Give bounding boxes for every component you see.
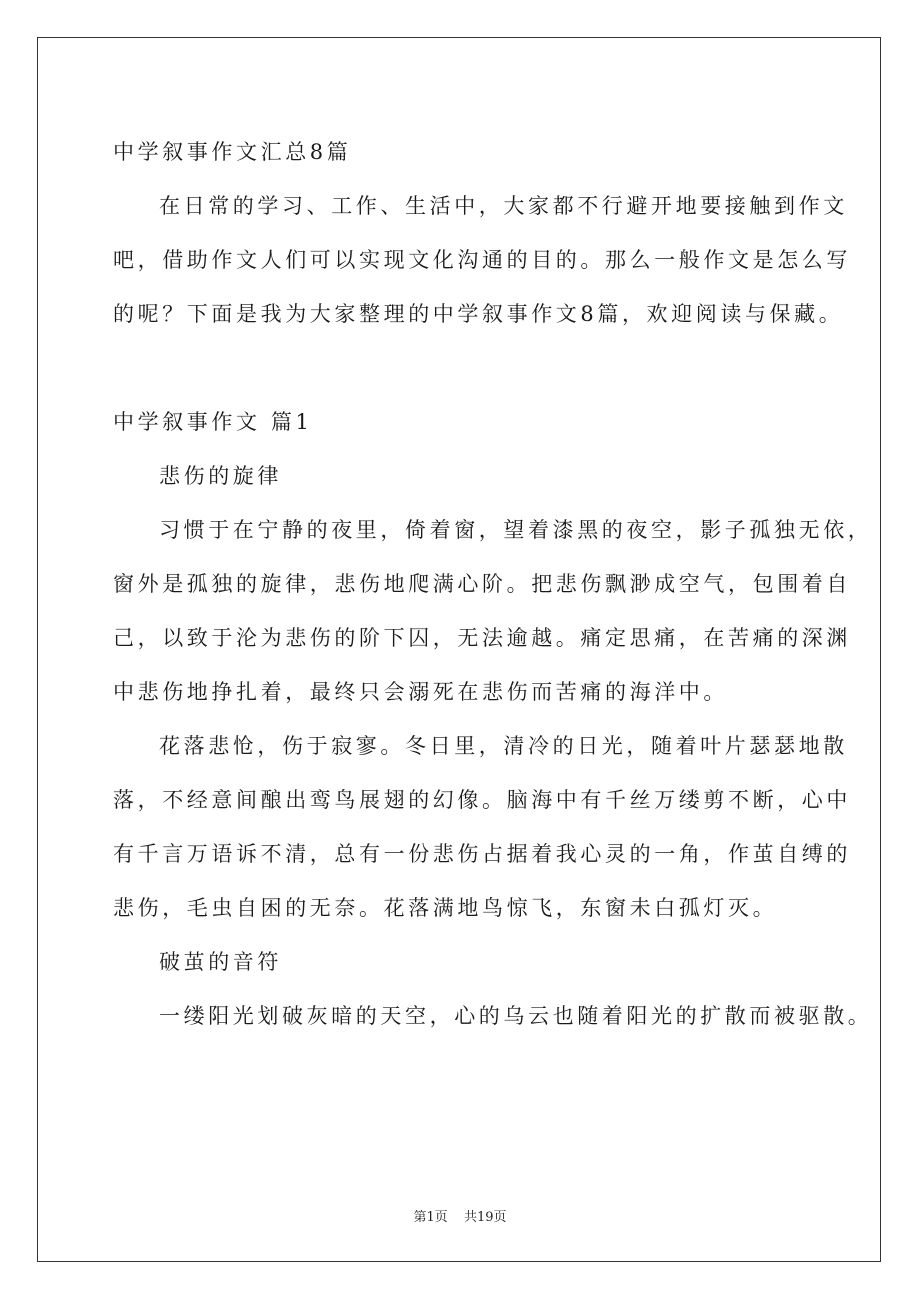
paragraph-line: 落，不经意间酿出鸾鸟展翅的幻像。脑海中有千丝万缕剪不断，心中 [113,788,851,812]
subheading: 破茧的音符 [159,950,282,974]
paragraph-line: 己，以致于沦为悲伤的阶下囚，无法逾越。痛定思痛，在苦痛的深渊 [113,626,851,650]
page-number: 第1页 [413,1210,448,1225]
intro-line: 吧，借助作文人们可以实现文化沟通的目的。那么一般作文是怎么写 [113,248,851,272]
document-title: 中学叙事作文汇总8篇 [113,140,352,164]
paragraph-line: 有千言万语诉不清，总有一份悲伤占据着我心灵的一角，作茧自缚的 [113,842,851,866]
paragraph-line: 一缕阳光划破灰暗的天空，心的乌云也随着阳光的扩散而被驱散。 [159,1004,873,1028]
page-total: 共19页 [463,1210,507,1225]
paragraph-line: 习惯于在宁静的夜里，倚着窗，望着漆黑的夜空，影子孤独无依， [159,518,873,542]
paragraph-line: 花落悲怆，伤于寂寥。冬日里，清冷的日光，随着叶片瑟瑟地散 [159,734,848,758]
paragraph-line: 窗外是孤独的旋律，悲伤地爬满心阶。把悲伤飘渺成空气，包围着自 [113,572,851,596]
intro-line: 在日常的学习、工作、生活中，大家都不行避开地要接触到作文 [159,194,848,218]
section-heading: 中学叙事作文 篇1 [113,410,313,434]
page-footer [0,1206,920,1225]
paragraph-line: 悲伤，毛虫自困的无奈。花落满地鸟惊飞，东窗未白孤灯灭。 [113,896,778,920]
subheading: 悲伤的旋律 [159,464,282,488]
document-body [113,125,873,1043]
intro-line: 的呢？下面是我为大家整理的中学叙事作文8篇，欢迎阅读与保藏。 [113,302,844,326]
paragraph-line: 中悲伤地挣扎着，最终只会溺死在悲伤而苦痛的海洋中。 [113,680,728,704]
